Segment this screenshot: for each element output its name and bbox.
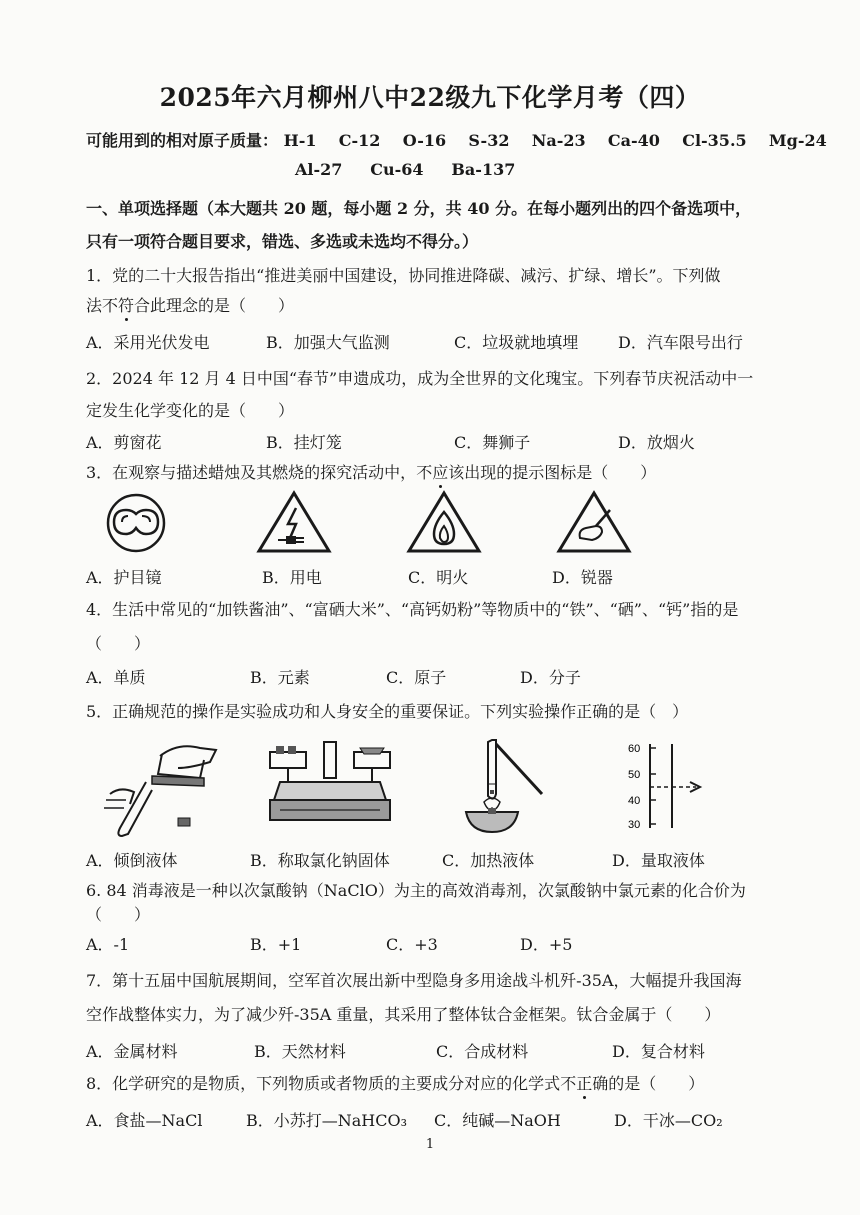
mass-ca: Ca-40 [607,131,660,150]
q6-option-b[interactable]: B．+1 [250,935,302,954]
q4-options [86,665,786,687]
cylinder-tick-40: 40 [628,795,641,807]
mass-ba: Ba-137 [451,160,516,179]
q3-emphasis: 不应该 [416,463,465,482]
q3-stem-text-end: 出现的提示图标是（ ） [464,463,657,482]
q1-option-a[interactable]: A．采用光伏发电 [86,333,210,352]
q4-option-d[interactable]: D．分子 [520,668,581,687]
q1-option-d[interactable]: D．汽车限号出行 [618,333,743,352]
cylinder-tick-50: 50 [628,769,641,781]
page-number: 1 [425,1137,435,1152]
q8-option-d[interactable]: D．干冰—CO₂ [614,1111,723,1130]
q2-option-a[interactable]: A．剪窗花 [86,433,162,452]
q8-options [86,1108,786,1130]
q2-option-b[interactable]: B．挂灯笼 [266,433,342,452]
q1-stem-text: 法 [86,296,103,315]
q5-option-a[interactable]: A．倾倒液体 [86,851,178,870]
q7-option-b[interactable]: B．天然材料 [254,1042,346,1061]
q3-option-d[interactable]: D．锐器 [552,568,613,587]
electricity-icon [256,490,332,554]
q6-stem-line-1: 6. 84 消毒液是一种以次氯酸钠（NaClO）为主的高效消毒剂，次氯酸钠中氯元素的化合价为 [86,881,746,900]
section-1-header-line-2: 只有一项符合题目要求，错选、多选或未选均不得分。） [86,232,479,251]
atomic-masses-row-1 [86,128,827,151]
mass-h: H-1 [283,131,317,150]
q5-stem: 5．正确规范的操作是实验成功和人身安全的重要保证。下列实验操作正确的是（ ） [86,702,689,721]
q1-stem-text-end: 此理念的是（ ） [150,296,295,315]
q2-option-d[interactable]: D．放烟火 [618,433,695,452]
sharp-object-icon [556,490,632,554]
q5-option-b[interactable]: B．称取氯化钠固体 [250,851,390,870]
q7-option-d[interactable]: D．复合材料 [612,1042,705,1061]
heating-liquid-figure [452,736,552,836]
q1-stem-line-1: 1．党的二十大报告指出“推进美丽中国建设，协同推进降碳、减污、扩绿、增长”。下列做 [86,266,721,285]
q3-option-a[interactable]: A．护目镜 [86,568,162,587]
q8-stem-text: 8．化学研究的是物质，下列物质或者物质的主要成分对应的化学式 [86,1074,561,1093]
q6-option-a[interactable]: A．-1 [86,935,130,954]
q2-stem-line-1: 2．2024 年 12 月 4 日中国“春节”申遗成功，成为全世界的文化瑰宝。下列春节庆祝活动中一 [86,369,754,388]
q7-option-a[interactable]: A．金属材料 [86,1042,178,1061]
q5-option-d[interactable]: D．量取液体 [612,851,705,870]
q8-emphasis: 不正确 [560,1074,609,1093]
q6-option-d[interactable]: D．+5 [520,935,573,954]
q3-option-b[interactable]: B．用电 [262,568,322,587]
goggles-icon [100,492,172,554]
q4-option-b[interactable]: B．元素 [250,668,310,687]
atomic-masses-label: 可能用到的相对原子质量： [86,131,279,150]
q4-stem-line-1: 4．生活中常见的“加铁酱油”、“富硒大米”、“高钙奶粉”等物质中的“铁”、“硒”、“钙”指的是 [86,600,739,619]
q7-stem-line-2: 空作战整体实力，为了减少歼-35A 重量，其采用了整体钛合金框架。钛合金属于（ ） [86,1005,721,1024]
cylinder-tick-30: 30 [628,819,641,831]
cylinder-tick-60: 60 [628,743,641,755]
q2-options [86,430,786,452]
q4-option-c[interactable]: C．原子 [386,668,447,687]
q3-stem-text: 3．在观察与描述蜡烛及其燃烧的探究活动中， [86,463,417,482]
open-flame-icon [406,490,482,554]
balance-scale-figure [262,738,402,828]
q8-option-b[interactable]: B．小苏打—NaHCO₃ [246,1111,408,1130]
q1-options [86,330,786,352]
graduated-cylinder-figure [614,736,714,832]
q8-option-a[interactable]: A．食盐—NaCl [86,1111,203,1130]
q1-stem-line-2 [86,293,294,316]
q1-option-b[interactable]: B．加强大气监测 [266,333,390,352]
q3-stem [86,460,656,483]
pouring-liquid-figure [100,738,220,838]
mass-s: S-32 [468,131,510,150]
q7-stem-line-1: 7．第十五届中国航展期间，空军首次展出新中型隐身多用途战斗机歼-35A，大幅提升我国海 [86,971,742,990]
mass-cu: Cu-64 [370,160,424,179]
q1-emphasis: 不符合 [102,296,151,315]
mass-na: Na-23 [531,131,586,150]
q2-option-c[interactable]: C．舞狮子 [454,433,531,452]
q6-options [86,932,786,954]
page-title: 2025年六月柳州八中22级九下化学月考（四） [159,83,701,112]
atomic-masses-row-2 [295,160,515,179]
mass-cl: Cl-35.5 [682,131,747,150]
mass-al: Al-27 [295,160,343,179]
mass-c: C-12 [338,131,381,150]
q8-stem-text-end: 的是（ ） [608,1074,705,1093]
section-1-header-line-1: 一、单项选择题（本大题共 20 题，每小题 2 分，共 40 分。在每小题列出的四个备选项中， [86,199,752,218]
q4-stem-line-2: （ ） [86,634,151,653]
mass-mg: Mg-24 [768,131,827,150]
q5-options [86,848,786,870]
q3-option-c[interactable]: C．明火 [408,568,469,587]
mass-o: O-16 [402,131,447,150]
q8-option-c[interactable]: C．纯碱—NaOH [434,1111,561,1130]
q6-stem-line-2: （ ） [86,905,151,924]
q4-option-a[interactable]: A．单质 [86,668,146,687]
q8-stem [86,1071,704,1094]
q3-options [86,565,786,587]
q2-stem-line-2: 定发生化学变化的是（ ） [86,401,295,420]
q5-option-c[interactable]: C．加热液体 [442,851,535,870]
q1-option-c[interactable]: C．垃圾就地填埋 [454,333,579,352]
q7-option-c[interactable]: C．合成材料 [436,1042,529,1061]
q6-option-c[interactable]: C．+3 [386,935,438,954]
q7-options [86,1039,786,1061]
